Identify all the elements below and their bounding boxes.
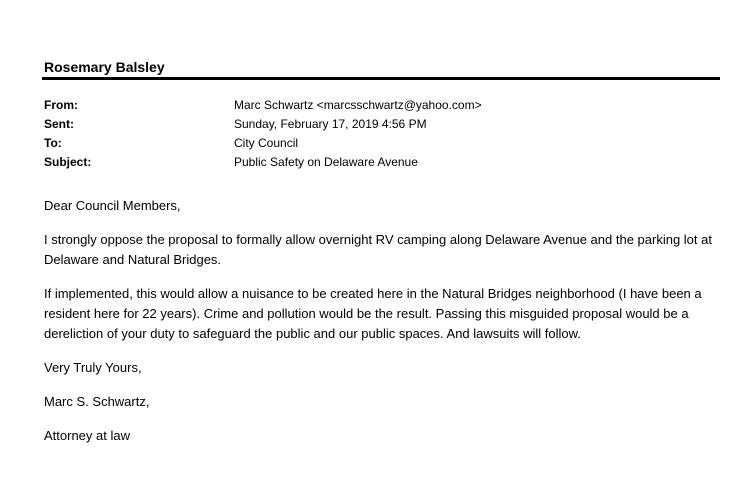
- to-label: To:: [44, 136, 62, 150]
- sender-name: Rosemary Balsley: [44, 59, 165, 75]
- signature-title: Attorney at law: [44, 428, 130, 443]
- from-value: Marc Schwartz <marcsschwartz@yahoo.com>: [234, 98, 482, 112]
- body-paragraph: I strongly oppose the proposal to formally allow overnight RV camping along Delaware Avenue and the parking lot at Delaware and Natural Bridges.: [44, 232, 712, 267]
- to-value: City Council: [234, 136, 299, 150]
- from-label: From:: [44, 98, 78, 112]
- sent-value: Sunday, February 17, 2019 4:56 PM: [234, 117, 427, 131]
- closing: Very Truly Yours,: [44, 360, 142, 375]
- email-body: [44, 196, 714, 460]
- header-divider: [42, 77, 720, 80]
- signature-name: Marc S. Schwartz,: [44, 394, 150, 409]
- subject-label: Subject:: [44, 155, 92, 169]
- greeting: Dear Council Members,: [44, 198, 181, 213]
- sent-label: Sent:: [44, 117, 74, 131]
- body-paragraph: If implemented, this would allow a nuisance to be created here in the Natural Bridges neighborhood (I have been a resident here for 22 years). Crime and pollution would be the result. Passing this misguided proposal would be a dereliction of your duty to safeguard the public and our public spaces. And lawsuits will follow.: [44, 286, 702, 341]
- subject-value: Public Safety on Delaware Avenue: [234, 155, 418, 169]
